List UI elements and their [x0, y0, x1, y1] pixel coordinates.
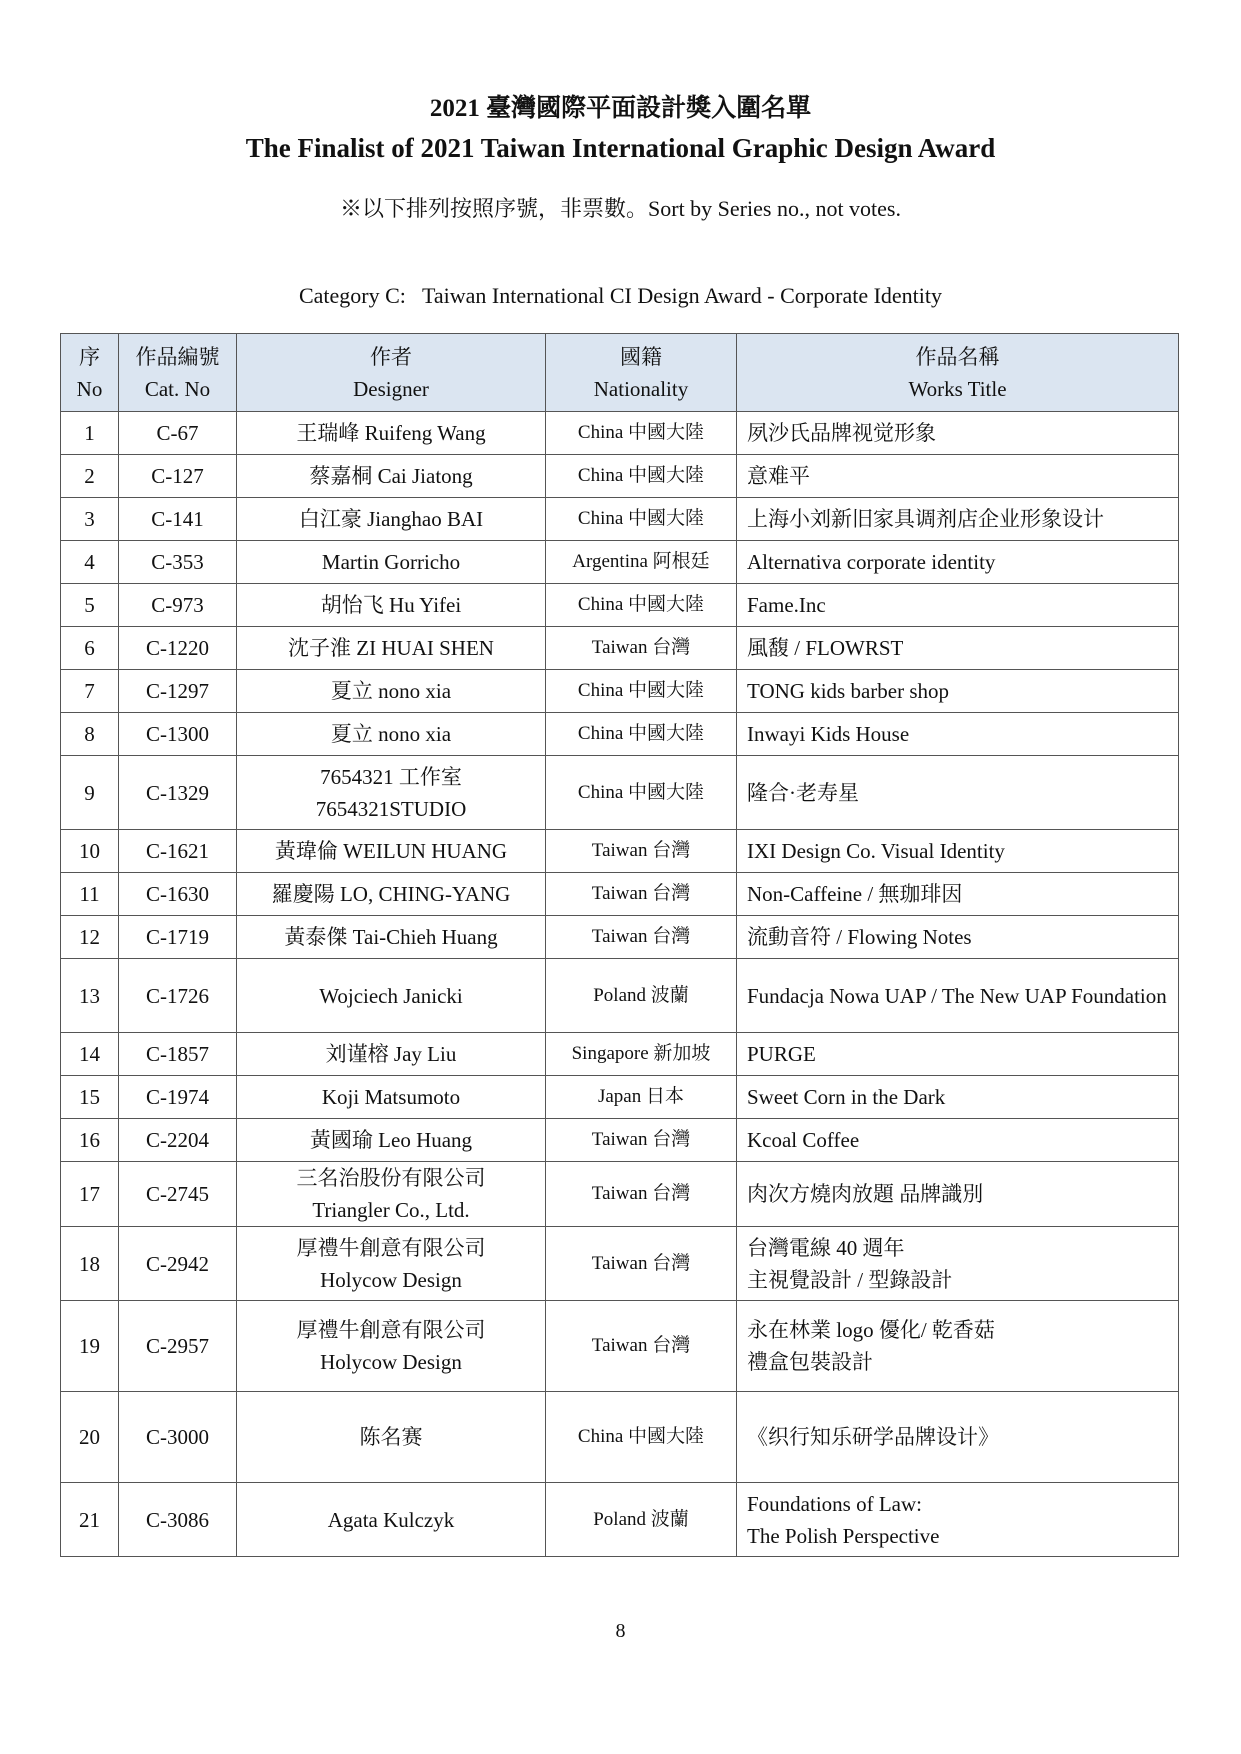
- cell-works-title: 肉次方燒肉放題 品牌識別: [737, 1162, 1179, 1227]
- table-row: [61, 1119, 1179, 1162]
- table-row: [61, 1483, 1179, 1557]
- cell-cat-no: C-3000: [119, 1392, 237, 1483]
- column-header-no: 序 No: [61, 334, 119, 412]
- cell-nationality: China 中國大陸: [546, 498, 737, 541]
- cell-no: 9: [61, 756, 119, 830]
- cell-nationality: China 中國大陸: [546, 670, 737, 713]
- cell-cat-no: C-973: [119, 584, 237, 627]
- cell-no: 12: [61, 916, 119, 959]
- table-row: [61, 498, 1179, 541]
- table-row: [61, 541, 1179, 584]
- cell-no: 18: [61, 1227, 119, 1301]
- cell-no: 10: [61, 830, 119, 873]
- cell-designer: 胡怡飞 Hu Yifei: [237, 584, 546, 627]
- cell-cat-no: C-3086: [119, 1483, 237, 1557]
- cell-cat-no: C-1297: [119, 670, 237, 713]
- sort-note: ※以下排列按照序號，非票數。Sort by Series no., not votes.: [340, 196, 901, 221]
- cell-cat-no: C-353: [119, 541, 237, 584]
- cell-works-title: 上海小刘新旧家具调剂店企业形象设计: [737, 498, 1179, 541]
- cell-designer: 黃瑋倫 WEILUN HUANG: [237, 830, 546, 873]
- cell-nationality: Poland 波蘭: [546, 1483, 737, 1557]
- cell-cat-no: C-127: [119, 455, 237, 498]
- cell-works-title: Foundations of Law: The Polish Perspective: [737, 1483, 1179, 1557]
- cell-nationality: Taiwan 台灣: [546, 1119, 737, 1162]
- cell-nationality: China 中國大陸: [546, 412, 737, 455]
- cell-cat-no: C-2745: [119, 1162, 237, 1227]
- cell-designer: 陈名赛: [237, 1392, 546, 1483]
- table-row: [61, 412, 1179, 455]
- title-chinese: 2021 臺灣國際平面設計獎入圍名單: [429, 95, 812, 122]
- cell-nationality: Taiwan 台灣: [546, 1162, 737, 1227]
- cell-works-title: 隆合·老寿星: [737, 756, 1179, 830]
- cell-no: 16: [61, 1119, 119, 1162]
- cell-designer: 7654321 工作室 7654321STUDIO: [237, 756, 546, 830]
- cell-cat-no: C-1621: [119, 830, 237, 873]
- cell-nationality: Taiwan 台灣: [546, 1301, 737, 1392]
- column-header-cat-no: 作品編號 Cat. No: [119, 334, 237, 412]
- cell-works-title: 《织行知乐研学品牌设计》: [737, 1392, 1179, 1483]
- column-header-nationality: 國籍 Nationality: [546, 334, 737, 412]
- table-row: [61, 1227, 1179, 1301]
- cell-cat-no: C-1220: [119, 627, 237, 670]
- cell-designer: 黃泰傑 Tai-Chieh Huang: [237, 916, 546, 959]
- cell-works-title: 風馥 / FLOWRST: [737, 627, 1179, 670]
- finalists-table: [60, 333, 1179, 1557]
- cell-cat-no: C-67: [119, 412, 237, 455]
- cell-no: 8: [61, 713, 119, 756]
- cell-works-title: PURGE: [737, 1033, 1179, 1076]
- cell-works-title: Kcoal Coffee: [737, 1119, 1179, 1162]
- cell-cat-no: C-1974: [119, 1076, 237, 1119]
- cell-cat-no: C-1857: [119, 1033, 237, 1076]
- cell-nationality: Japan 日本: [546, 1076, 737, 1119]
- cell-designer: Wojciech Janicki: [237, 959, 546, 1033]
- cell-designer: 王瑞峰 Ruifeng Wang: [237, 412, 546, 455]
- table-row: [61, 1162, 1179, 1227]
- cell-designer: 刘谨榕 Jay Liu: [237, 1033, 546, 1076]
- table-body: [61, 412, 1179, 1557]
- cell-nationality: Taiwan 台灣: [546, 873, 737, 916]
- cell-designer: Martin Gorricho: [237, 541, 546, 584]
- cell-no: 17: [61, 1162, 119, 1227]
- cell-nationality: Taiwan 台灣: [546, 830, 737, 873]
- column-header-works-title: 作品名稱 Works Title: [737, 334, 1179, 412]
- cell-designer: 白江豪 Jianghao BAI: [237, 498, 546, 541]
- cell-no: 20: [61, 1392, 119, 1483]
- cell-no: 21: [61, 1483, 119, 1557]
- table-header-row: [61, 334, 1179, 412]
- page-number: 8: [615, 1620, 626, 1642]
- cell-cat-no: C-1300: [119, 713, 237, 756]
- table-row: [61, 916, 1179, 959]
- cell-no: 1: [61, 412, 119, 455]
- cell-designer: 羅慶陽 LO, CHING-YANG: [237, 873, 546, 916]
- table-row: [61, 830, 1179, 873]
- cell-works-title: Alternativa corporate identity: [737, 541, 1179, 584]
- cell-cat-no: C-1630: [119, 873, 237, 916]
- cell-nationality: Taiwan 台灣: [546, 916, 737, 959]
- cell-designer: 夏立 nono xia: [237, 713, 546, 756]
- cell-designer: 三名治股份有限公司 Triangler Co., Ltd.: [237, 1162, 546, 1227]
- cell-works-title: 台灣電線 40 週年 主視覺設計 / 型錄設計: [737, 1227, 1179, 1301]
- cell-designer: 蔡嘉桐 Cai Jiatong: [237, 455, 546, 498]
- cell-nationality: Poland 波蘭: [546, 959, 737, 1033]
- cell-works-title: 夙沙氏品牌视觉形象: [737, 412, 1179, 455]
- cell-no: 19: [61, 1301, 119, 1392]
- category-heading: Category C: Taiwan International CI Design Award - Corporate Identity: [298, 283, 943, 308]
- cell-no: 4: [61, 541, 119, 584]
- cell-works-title: TONG kids barber shop: [737, 670, 1179, 713]
- cell-no: 13: [61, 959, 119, 1033]
- table-row: [61, 670, 1179, 713]
- cell-nationality: China 中國大陸: [546, 584, 737, 627]
- cell-works-title: Non-Caffeine / 無珈琲因: [737, 873, 1179, 916]
- cell-no: 15: [61, 1076, 119, 1119]
- cell-nationality: Taiwan 台灣: [546, 627, 737, 670]
- cell-nationality: Singapore 新加坡: [546, 1033, 737, 1076]
- cell-nationality: China 中國大陸: [546, 756, 737, 830]
- cell-works-title: Inwayi Kids House: [737, 713, 1179, 756]
- table-row: [61, 584, 1179, 627]
- cell-designer: 沈子淮 ZI HUAI SHEN: [237, 627, 546, 670]
- table-row: [61, 1392, 1179, 1483]
- cell-designer: 厚禮牛創意有限公司 Holycow Design: [237, 1227, 546, 1301]
- table-row: [61, 1033, 1179, 1076]
- title-english: The Finalist of 2021 Taiwan International Graphic Design Award: [245, 133, 996, 163]
- cell-cat-no: C-1329: [119, 756, 237, 830]
- cell-cat-no: C-2942: [119, 1227, 237, 1301]
- column-header-designer: 作者 Designer: [237, 334, 546, 412]
- cell-works-title: 意难平: [737, 455, 1179, 498]
- cell-designer: 黃國瑜 Leo Huang: [237, 1119, 546, 1162]
- table-row: [61, 713, 1179, 756]
- cell-no: 14: [61, 1033, 119, 1076]
- table-row: [61, 1076, 1179, 1119]
- cell-works-title: Sweet Corn in the Dark: [737, 1076, 1179, 1119]
- cell-designer: Agata Kulczyk: [237, 1483, 546, 1557]
- cell-no: 2: [61, 455, 119, 498]
- cell-no: 5: [61, 584, 119, 627]
- cell-nationality: China 中國大陸: [546, 713, 737, 756]
- table-row: [61, 1301, 1179, 1392]
- cell-nationality: Argentina 阿根廷: [546, 541, 737, 584]
- cell-cat-no: C-1719: [119, 916, 237, 959]
- cell-cat-no: C-1726: [119, 959, 237, 1033]
- cell-nationality: China 中國大陸: [546, 1392, 737, 1483]
- cell-cat-no: C-141: [119, 498, 237, 541]
- cell-works-title: 永在林業 logo 優化/ 乾香菇 禮盒包裝設計: [737, 1301, 1179, 1392]
- cell-designer: Koji Matsumoto: [237, 1076, 546, 1119]
- cell-no: 11: [61, 873, 119, 916]
- cell-works-title: 流動音符 / Flowing Notes: [737, 916, 1179, 959]
- cell-no: 3: [61, 498, 119, 541]
- table-row: [61, 756, 1179, 830]
- cell-works-title: IXI Design Co. Visual Identity: [737, 830, 1179, 873]
- table-row: [61, 627, 1179, 670]
- cell-cat-no: C-2204: [119, 1119, 237, 1162]
- cell-works-title: Fundacja Nowa UAP / The New UAP Foundation: [737, 959, 1179, 1033]
- cell-no: 7: [61, 670, 119, 713]
- table-row: [61, 873, 1179, 916]
- cell-cat-no: C-2957: [119, 1301, 237, 1392]
- cell-designer: 夏立 nono xia: [237, 670, 546, 713]
- cell-works-title: Fame.Inc: [737, 584, 1179, 627]
- cell-no: 6: [61, 627, 119, 670]
- table-row: [61, 455, 1179, 498]
- table-row: [61, 959, 1179, 1033]
- cell-nationality: China 中國大陸: [546, 455, 737, 498]
- cell-designer: 厚禮牛創意有限公司 Holycow Design: [237, 1301, 546, 1392]
- cell-nationality: Taiwan 台灣: [546, 1227, 737, 1301]
